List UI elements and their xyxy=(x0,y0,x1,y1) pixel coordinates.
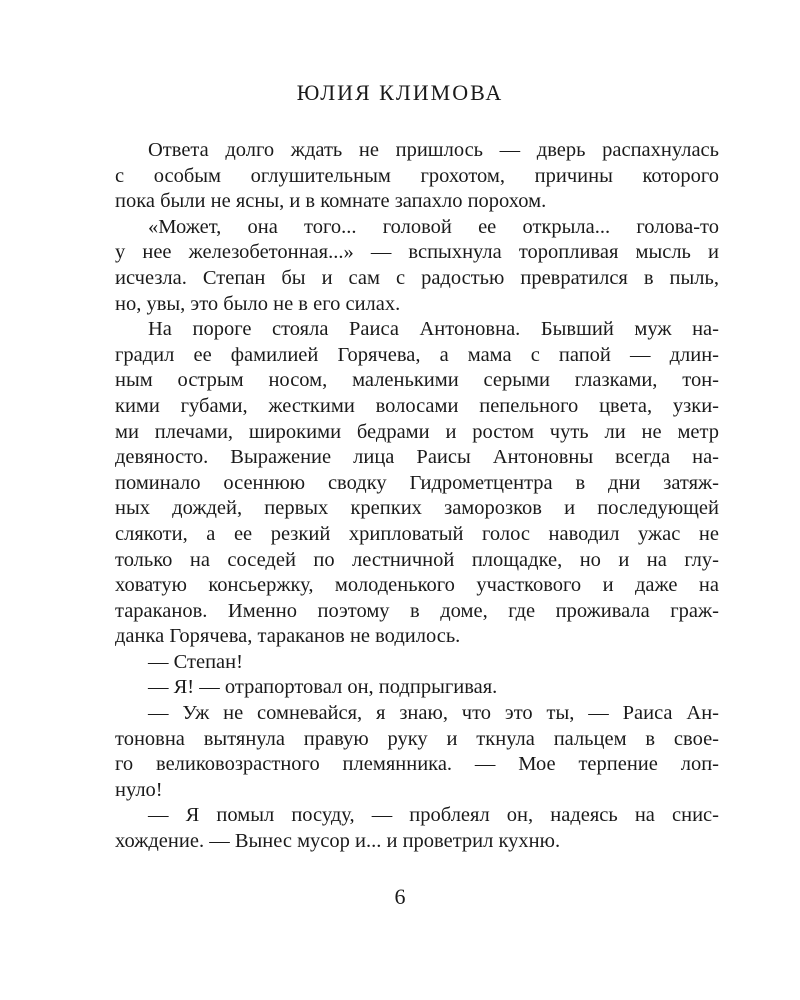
text-line: хождение. — Вынес мусор и... и проветрил кухню. xyxy=(115,830,561,853)
text-line: исчезла. Степан бы и сам с радостью превратился в пыль, xyxy=(115,266,719,289)
text-line: пока были не ясны, и в комнате запахло порохом. xyxy=(115,190,547,213)
text-line: только на соседей по лестничной площадке, но и на глу- xyxy=(115,548,719,571)
text-line: тараканов. Именно поэтому в доме, где проживала граж- xyxy=(115,599,719,622)
text-line: нуло! xyxy=(115,778,163,801)
text-line: ных дождей, первых крепких заморозков и последующей xyxy=(115,497,719,520)
text-line: градил ее фамилией Горячева, а мама с папой — длин- xyxy=(115,343,719,366)
text-line: тоновна вытянула правую руку и ткнула пальцем в свое- xyxy=(115,727,719,750)
running-head-author: ЮЛИЯ КЛИМОВА xyxy=(296,80,504,105)
text-line: с особым оглушительным грохотом, причины которого xyxy=(115,164,719,187)
text-line: у нее железобетонная...» — вспыхнула торопливая мысль и xyxy=(115,241,719,264)
text-line: кими губами, жесткими волосами пепельного цвета, узки- xyxy=(115,394,719,417)
text-line: но, увы, это было не в его силах. xyxy=(115,292,401,315)
text-line: Ответа долго ждать не пришлось — дверь распахнулась xyxy=(148,139,719,161)
text-line: слякоти, а ее резкий хрипловатый голос наводил ужас не xyxy=(115,522,719,545)
body-text xyxy=(115,138,719,855)
text-line: данка Горячева, тараканов не водилось. xyxy=(115,625,461,648)
page-number: 6 xyxy=(394,884,406,909)
text-line: девяносто. Выражение лица Раисы Антоновны всегда на- xyxy=(115,446,719,469)
text-line: На пороге стояла Раиса Антоновна. Бывший муж на- xyxy=(148,318,719,341)
dialogue-line: — Я помыл посуду, — проблеял он, надеясь на снис- xyxy=(148,804,719,827)
dialogue-line: — Степан! xyxy=(148,650,243,673)
text-line: ми плечами, широкими бедрами и ростом чуть ли не метр xyxy=(115,420,719,443)
dialogue-line: — Я! — отрапортовал он, подпрыгивая. xyxy=(148,676,498,699)
dialogue-line: — Уж не сомневайся, я знаю, что это ты, — Раиса Ан- xyxy=(148,702,719,725)
text-line: «Может, она того... головой ее открыла... голова-то xyxy=(148,215,719,238)
text-line: поминало осеннюю сводку Гидрометцентра в дни затяж- xyxy=(115,471,719,494)
text-line: ным острым носом, маленькими серыми глазками, тон- xyxy=(115,369,719,392)
text-line: го великовозрастного племянника. — Мое терпение лоп- xyxy=(115,753,719,776)
text-line: ховатую консьержку, молоденького участкового и даже на xyxy=(115,574,719,597)
